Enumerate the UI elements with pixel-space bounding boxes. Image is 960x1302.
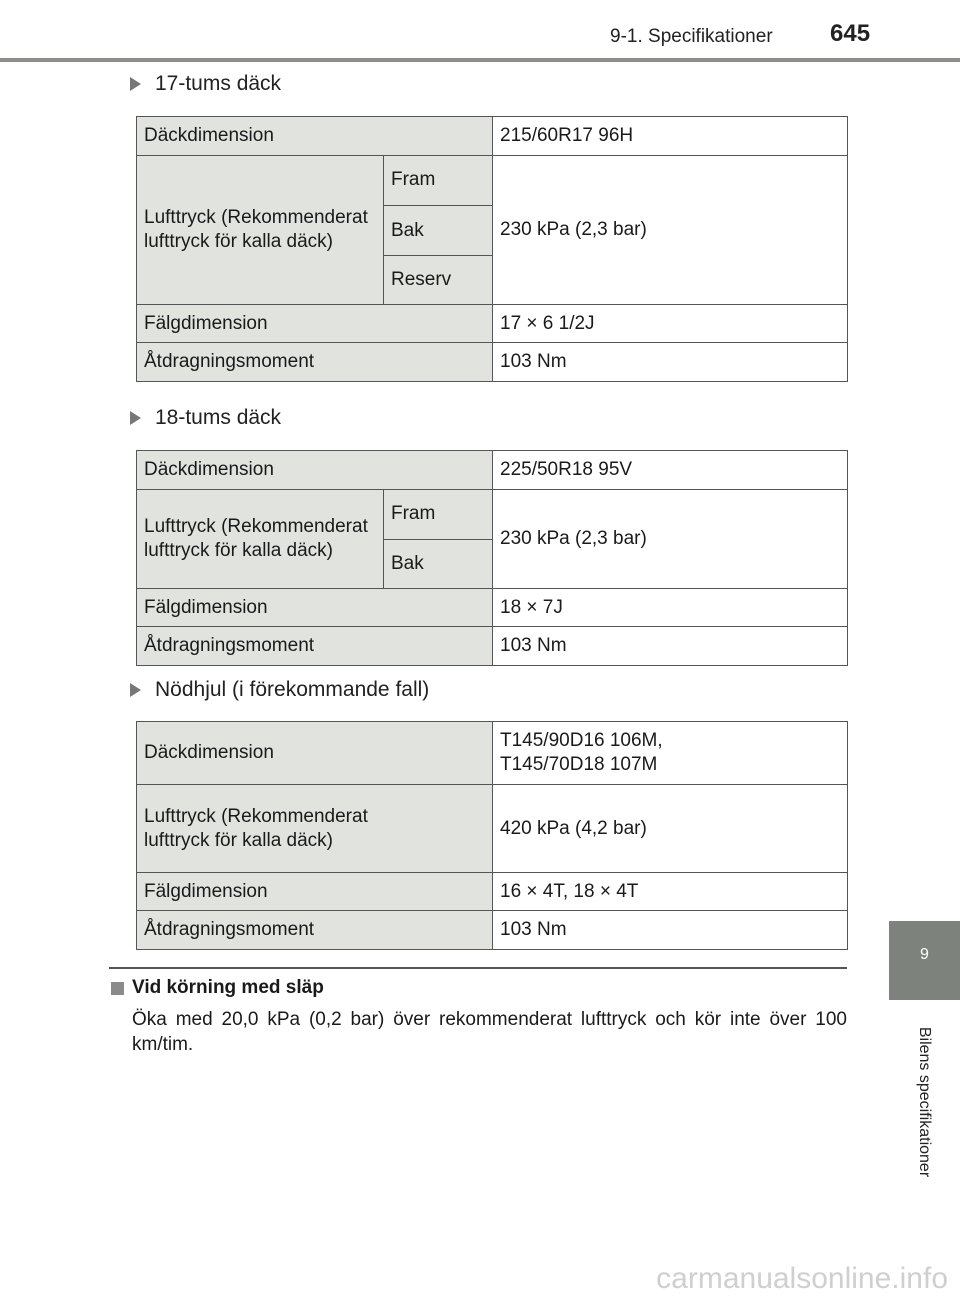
pressure-value: 420 kPa (4,2 bar): [493, 785, 848, 873]
chapter-label: Bilens specifikationer: [916, 1026, 933, 1178]
spec-table-spare-wheel: [136, 721, 848, 950]
rear-label: Bak: [384, 206, 493, 256]
note-title-text: Vid körning med släp: [132, 977, 324, 998]
tire-size-label: Däckdimension: [137, 451, 493, 490]
heading-18-inch: [130, 406, 281, 430]
wheel-size-value: 16 × 4T, 18 × 4T: [493, 873, 848, 911]
torque-label: Åtdragningsmoment: [137, 627, 493, 666]
torque-value: 103 Nm: [493, 911, 848, 950]
note-text: Öka med 20,0 kPa (0,2 bar) över rekommenderat lufttryck och kör inte över 100 km/tim.: [132, 1009, 847, 1055]
wheel-size-label: Fälgdimension: [137, 873, 493, 911]
torque-label: Åtdragningsmoment: [137, 911, 493, 950]
spec-table-18-inch: [136, 450, 848, 666]
pressure-label-text: Lufttryck (Rekommenderat lufttryck för kalla däck): [144, 805, 368, 851]
wheel-size-value: 17 × 6 1/2J: [493, 305, 848, 343]
tire-size-value: 215/60R17 96H: [493, 117, 848, 156]
rear-label: Bak: [384, 540, 493, 589]
heading-spare-wheel: [130, 678, 429, 702]
torque-value: 103 Nm: [493, 627, 848, 666]
tire-size-value: 225/50R18 95V: [493, 451, 848, 490]
tire-size-value-line-1: T145/90D16 106M,: [500, 730, 663, 751]
chapter-tab: 9: [889, 921, 960, 1000]
pressure-value: 230 kPa (2,3 bar): [493, 490, 848, 589]
spec-table-17-inch: [136, 116, 848, 382]
pressure-label: Lufttryck (Rekommenderat lufttryck för kalla däck): [137, 490, 384, 589]
wheel-size-label: Fälgdimension: [137, 305, 493, 343]
heading-spare-wheel-text: Nödhjul (i förekommande fall): [155, 678, 430, 701]
watermark: carmanualsonline.info: [656, 1262, 948, 1295]
pressure-label: Lufttryck (Rekommenderat lufttryck för kalla däck): [137, 156, 384, 305]
tire-size-label: Däckdimension: [137, 722, 493, 785]
torque-value: 103 Nm: [493, 343, 848, 382]
front-label: Fram: [384, 490, 493, 540]
arrow-right-icon: [130, 77, 141, 91]
page-number: 645: [830, 20, 871, 47]
square-bullet-icon: [111, 982, 124, 995]
note-title: [111, 977, 324, 999]
torque-label: Åtdragningsmoment: [137, 343, 493, 382]
pressure-value: 230 kPa (2,3 bar): [493, 156, 848, 305]
heading-17-inch-text: 17-tums däck: [155, 72, 282, 95]
spare-label: Reserv: [384, 256, 493, 305]
front-label: Fram: [384, 156, 493, 206]
wheel-size-label: Fälgdimension: [137, 589, 493, 627]
arrow-right-icon: [130, 411, 141, 425]
heading-18-inch-text: 18-tums däck: [155, 406, 282, 429]
arrow-right-icon: [130, 683, 141, 697]
pressure-label: [137, 785, 493, 873]
section-title: 9-1. Specifikationer: [610, 26, 773, 47]
tire-size-label: Däckdimension: [137, 117, 493, 156]
tire-size-value-line-2: T145/70D18 107M: [500, 754, 658, 775]
section-divider: [109, 967, 847, 969]
heading-17-inch: [130, 72, 281, 96]
tire-size-value: [493, 722, 848, 785]
wheel-size-value: 18 × 7J: [493, 589, 848, 627]
header-divider: [0, 58, 960, 62]
